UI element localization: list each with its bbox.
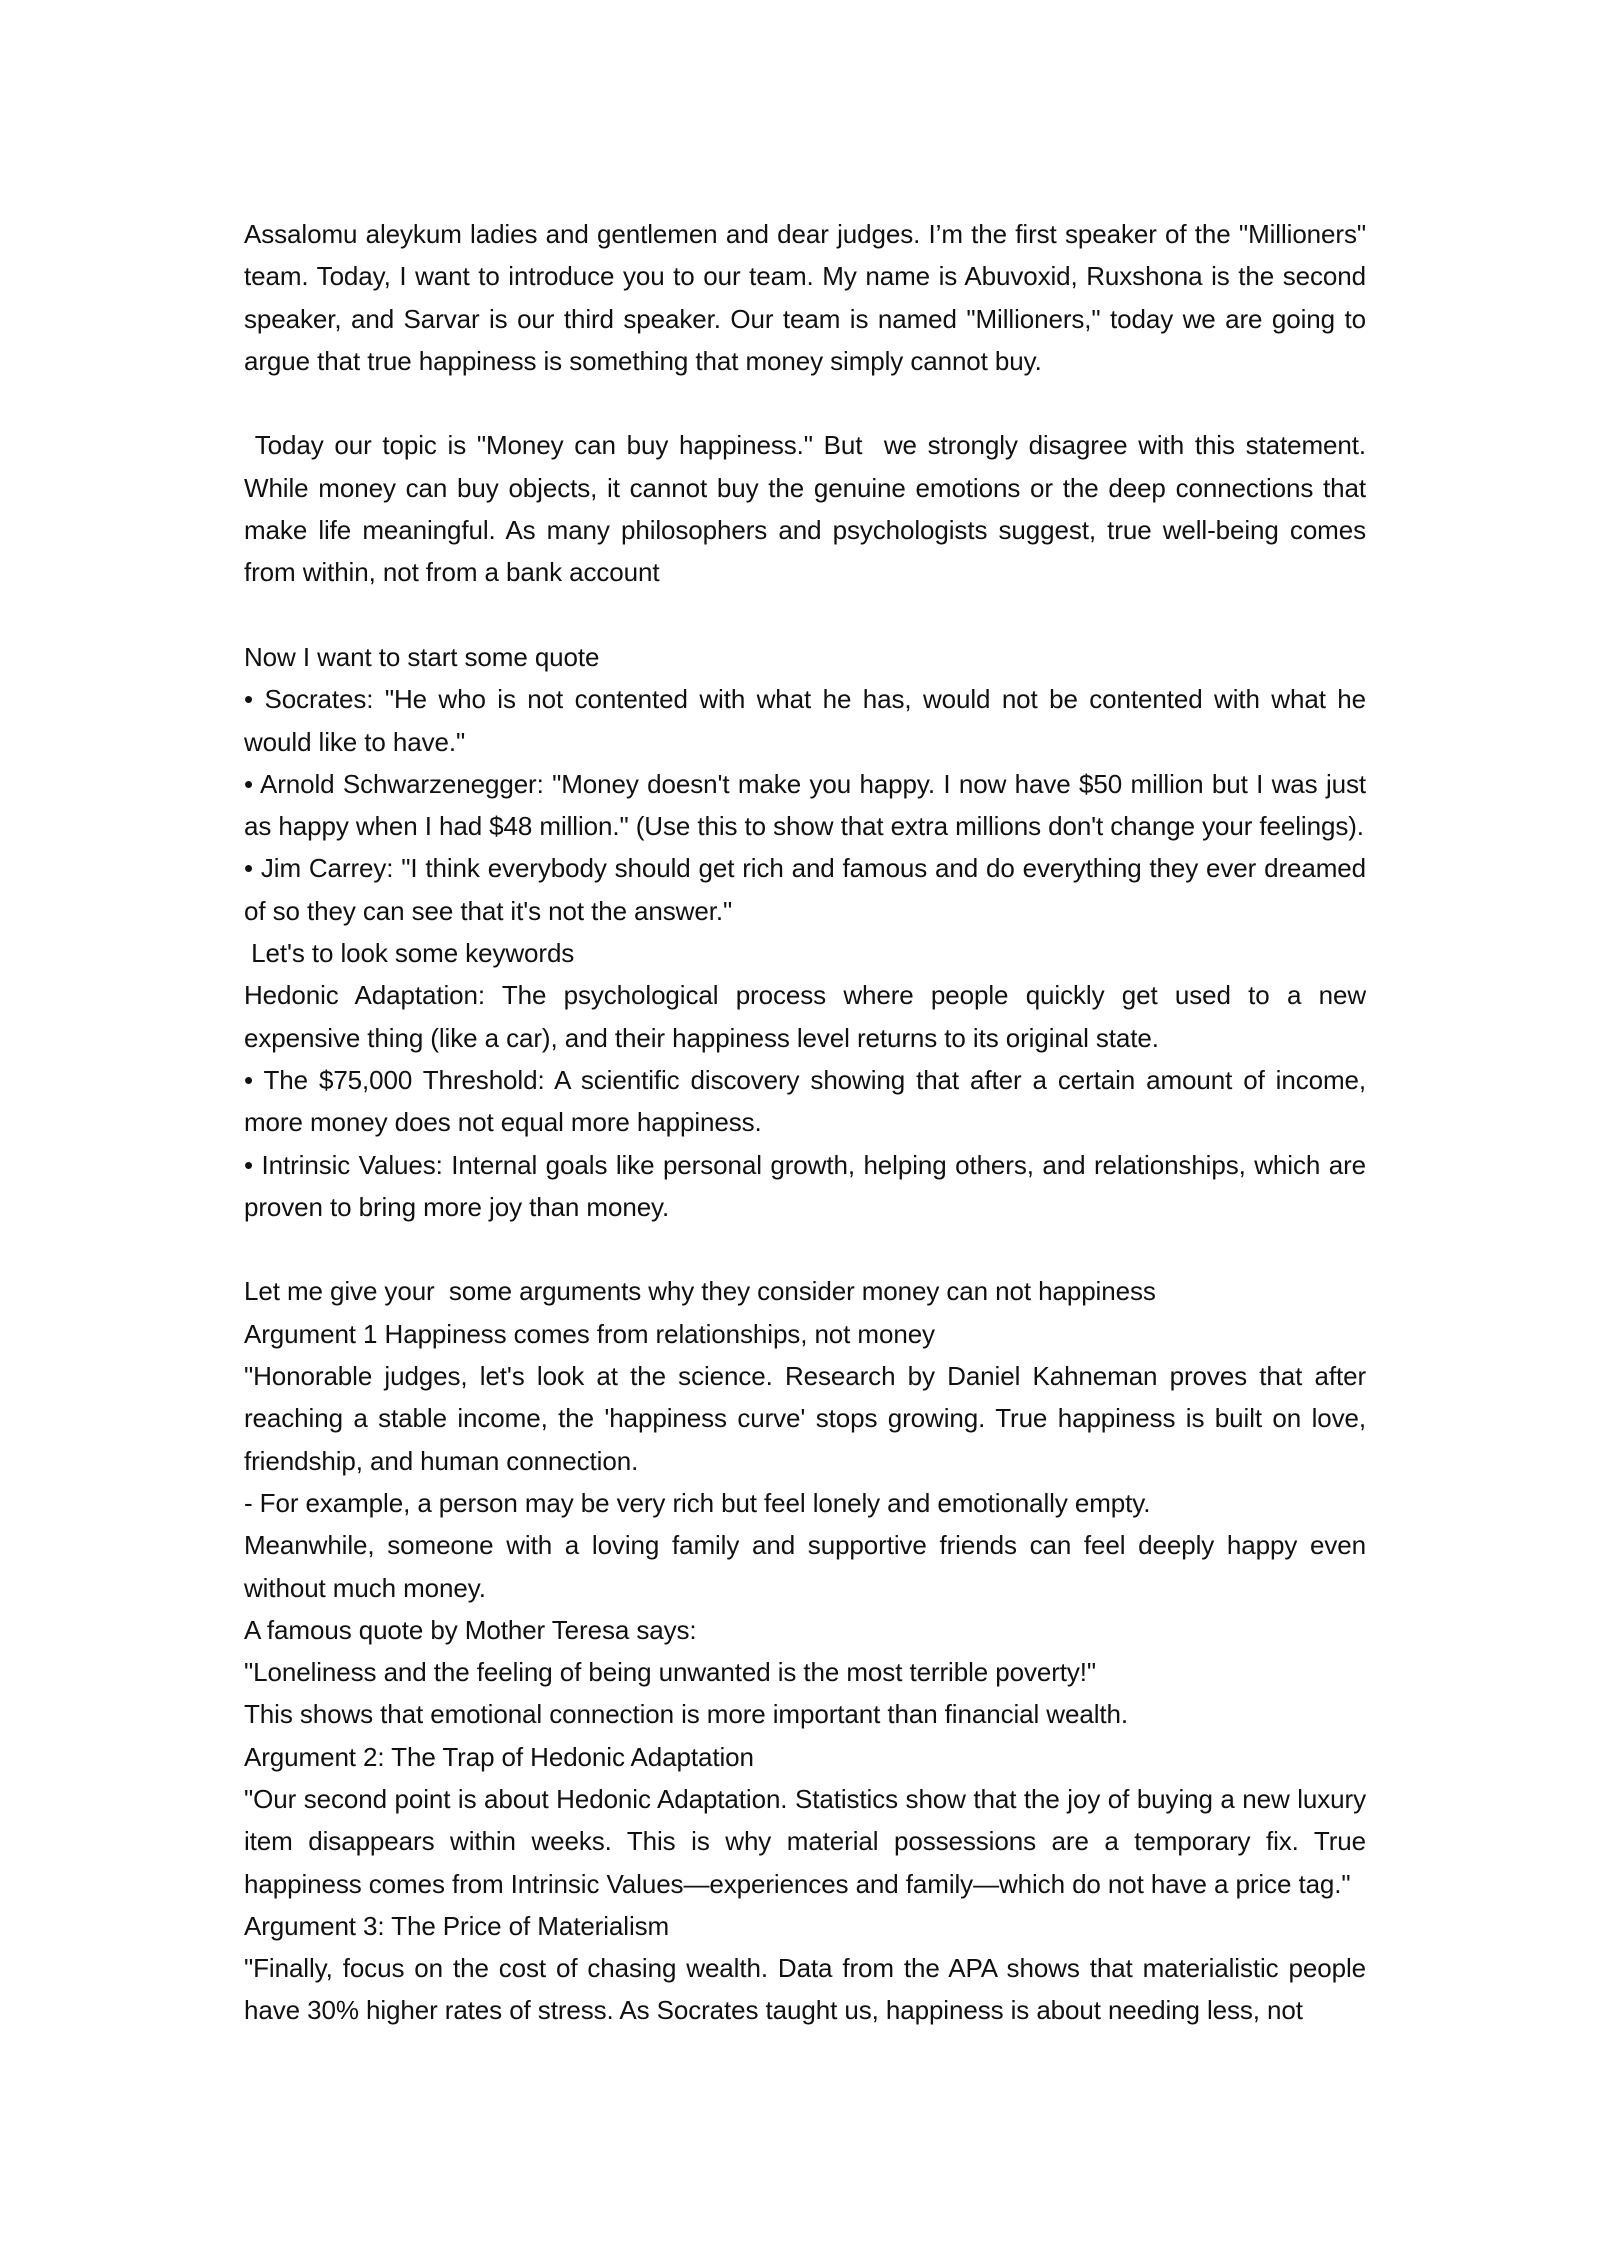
keyword-intrinsic-values: • Intrinsic Values: Internal goals like personal growth, helping others, and relationships, which are proven to bring more joy than money. xyxy=(244,1149,1374,1222)
quote-carrey: • Jim Carrey: "I think everybody should get rich and famous and do everything they ever dreamed of so they can see that it's not the answer." xyxy=(244,853,1374,926)
keyword-threshold: • The $75,000 Threshold: A scientific discovery showing that after a certain amount of income, more money does not equal more happiness. xyxy=(244,1064,1374,1138)
argument-1-body: "Honorable judges, let's look at the science. Research by Daniel Kahneman proves that after reaching a stable income, the 'happiness curve' stops growing. True happiness is built on love, friendship, and human connection. xyxy=(244,1361,1374,1476)
argument-1-example: - For example, a person may be very rich but feel lonely and emotionally empty. xyxy=(244,1487,1151,1518)
keyword-hedonic-adaptation: Hedonic Adaptation: The psychological process where people quickly get used to a new expensive thing (like a car), and their happiness level returns to its original state. xyxy=(244,980,1374,1053)
argument-1-conclusion: This shows that emotional connection is more important than financial wealth. xyxy=(244,1699,1128,1730)
keywords-intro: Let's to look some keywords xyxy=(244,938,575,969)
argument-2-heading: Argument 2: The Trap of Hedonic Adaptation xyxy=(244,1741,754,1772)
quote-socrates: • Socrates: "He who is not contented with what he has, would not be contented with what he would like to have." xyxy=(244,684,1374,757)
argument-3-heading: Argument 3: The Price of Materialism xyxy=(244,1910,670,1941)
intro-paragraph: Assalomu aleykum ladies and gentlemen and dear judges. I’m the first speaker of the "Millioners" team. Today, I want to introduce you to our team. My name is Abuvoxid, Ruxshona is the second speaker, and Sarvar is our third speaker. Our team is named "Millioners," today we are going to argue that true happiness is something that money simply cannot buy. xyxy=(244,219,1374,376)
document-body xyxy=(244,213,1374,2032)
arguments-intro: Let me give your some arguments why they consider money can not happiness xyxy=(244,1276,1156,1307)
paragraph-spacer xyxy=(244,1228,1366,1270)
quote-schwarzenegger: • Arnold Schwarzenegger: "Money doesn't make you happy. I now have $50 million but I was just as happy when I had $48 million." (Use this to show that extra millions don't change your feelings). xyxy=(244,768,1374,842)
argument-1-contrast: Meanwhile, someone with a loving family and supportive friends can feel deeply happy even without much money. xyxy=(244,1530,1374,1603)
paragraph-spacer xyxy=(244,594,1366,636)
argument-1-quote: "Loneliness and the feeling of being unwanted is the most terrible poverty!" xyxy=(244,1657,1097,1688)
argument-1-quote-intro: A famous quote by Mother Teresa says: xyxy=(244,1614,697,1645)
paragraph-spacer xyxy=(244,382,1366,424)
argument-1-heading: Argument 1 Happiness comes from relationships, not money xyxy=(244,1318,935,1349)
quotes-intro: Now I want to start some quote xyxy=(244,641,600,672)
topic-paragraph: Today our topic is "Money can buy happiness." But we strongly disagree with this statement. While money can buy objects, it cannot buy the genuine emotions or the deep connections that make life meaningful. As many philosophers and psychologists suggest, true well-being comes from within, not from a bank account xyxy=(244,430,1374,588)
argument-3-body: "Finally, focus on the cost of chasing wealth. Data from the APA shows that materialistic people have 30% higher rates of stress. As Socrates taught us, happiness is about needing less, not xyxy=(244,1953,1374,2026)
argument-2-body: "Our second point is about Hedonic Adaptation. Statistics show that the joy of buying a new luxury item disappears within weeks. This is why material possessions are a temporary fix. True happiness comes from Intrinsic Values—experiences and family—which do not have a price tag." xyxy=(244,1783,1374,1899)
